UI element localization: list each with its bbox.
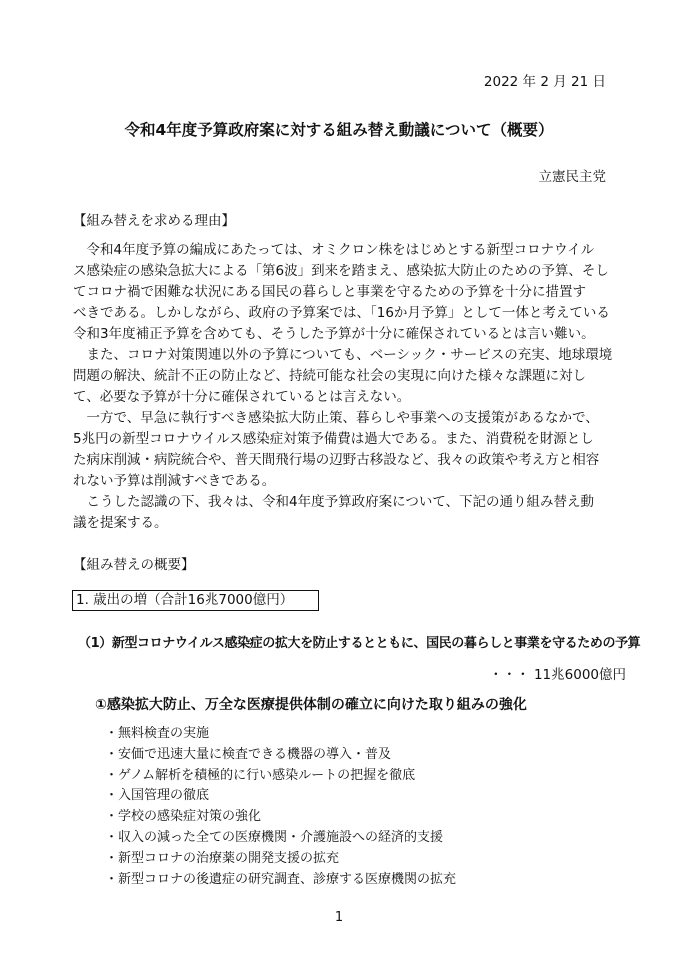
reasons-line: べきである。しかしながら、政府の予算案では、「16か月予算」として一体と考えている <box>73 305 610 321</box>
subheading-amount: ・・・ 11兆6000億円 <box>489 667 626 683</box>
reasons-line: ス感染症の感染急拡大による「第6波」到来を踏まえ、感染拡大防止のための予算、そし <box>73 263 609 279</box>
reasons-line: た病床削減・病院統合や、普天間飛行場の辺野古移設など、我々の政策や考え方と相容 <box>73 452 600 468</box>
reasons-line: 議を提案する。 <box>73 515 168 531</box>
reasons-line: て、必要な予算が十分に確保されているとは言えない。 <box>73 389 411 405</box>
list-item: ・新型コロナの後遺症の研究調査、診療する医療機関の拡充 <box>105 871 457 887</box>
list-item: ・ゲノム解析を積極的に行い感染ルートの把握を徹底 <box>105 767 416 783</box>
reasons-line: また、コロナ対策関連以外の予算についても、ベーシック・サービスの充実、地球環境 <box>73 347 613 363</box>
list-item: ・新型コロナの治療薬の開発支援の拡充 <box>105 850 340 866</box>
list-item: ・無料検査の実施 <box>105 726 210 741</box>
expenditure-increase-box: 1. 歳出の増（合計16兆7000億円） <box>72 590 319 611</box>
reasons-line: 問題の解決、統計不正の防止など、持続可能な社会の実現に向けた様々な課題に対し <box>73 368 586 384</box>
section-heading-reasons: 【組み替えを求める理由】 <box>73 213 235 229</box>
list-item: ・安価で迅速大量に検査できる機器の導入・普及 <box>105 746 392 762</box>
reasons-line: 令和3年度補正予算を含めても、そうした予算が十分に確保されているとは言い難い。 <box>73 326 595 342</box>
list-item: ・入国管理の徹底 <box>105 788 210 804</box>
reasons-line: 令和4年度予算の編成にあたっては、オミクロン株をはじめとする新型コロナウイル <box>73 242 595 258</box>
reasons-line: れない予算は削減すべきである。 <box>73 473 276 489</box>
party-name: 立憲民主党 <box>538 169 606 185</box>
reasons-line: 一方で、早急に執行すべき感染拡大防止策、暮らしや事業への支援策があるなかで、 <box>73 410 599 426</box>
reasons-line: こうした認識の下、我々は、令和4年度予算政府案について、下記の通り組み替え動 <box>73 494 595 510</box>
section-heading-overview: 【組み替えの概要】 <box>73 557 195 573</box>
list-item: ・収入の減った全ての医療機関・介護施設への経済的支援 <box>105 829 444 845</box>
page-number: 1 <box>334 910 344 925</box>
document-date: 2022 年 2 月 21 日 <box>483 74 606 90</box>
document-title: 令和4年度予算政府案に対する組み替え動議について（概要） <box>124 121 554 139</box>
reasons-line: 5兆円の新型コロナウイルス感染症対策予備費は過大である。また、消費税を財源とし <box>73 431 594 447</box>
subheading-infection-prevention: ①感染拡大防止、万全な医療提供体制の確立に向けた取り組みの強化 <box>95 697 527 713</box>
measures-list <box>105 724 456 890</box>
list-item: ・学校の感染症対策の強化 <box>105 809 262 825</box>
subheading-corona-budget: （1）新型コロナウイルス感染症の拡大を防止するとともに、国民の暮らしと事業を守るための予算 <box>78 636 641 651</box>
reasons-paragraph <box>73 240 613 534</box>
reasons-line: てコロナ禍で困難な状況にある国民の暮らしと事業を守るための予算を十分に措置す <box>73 284 586 300</box>
